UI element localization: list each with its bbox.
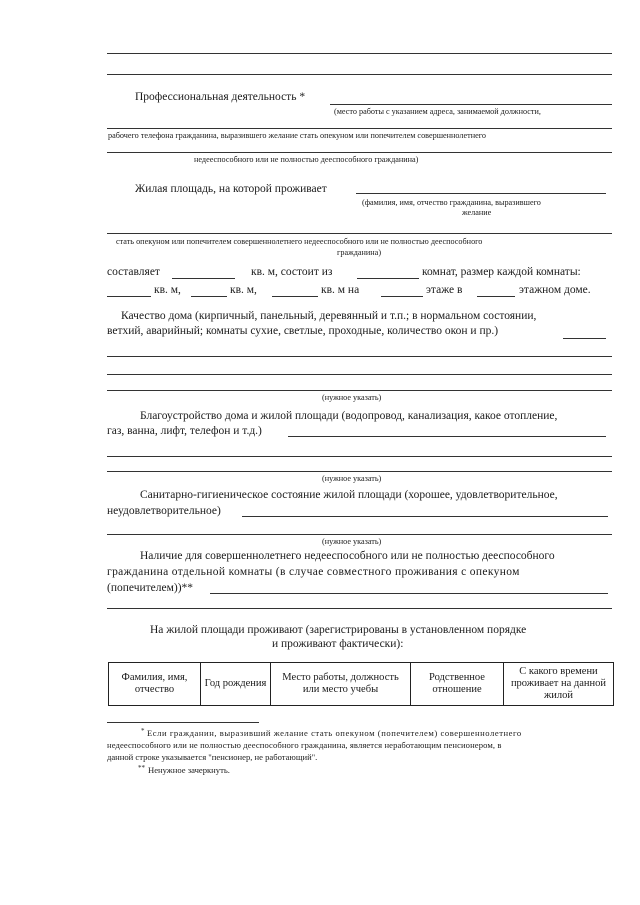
living-hint: гражданина) bbox=[337, 248, 382, 257]
area-text: составляет bbox=[107, 266, 160, 278]
room-text: (попечителем))** bbox=[107, 582, 194, 594]
footnote-mark: * bbox=[141, 727, 145, 735]
living-hint: (фамилия, имя, отчество гражданина, выразившего bbox=[362, 198, 541, 207]
amenities-field[interactable] bbox=[288, 436, 606, 437]
column-header: С какого времени проживает на данной жилой bbox=[504, 663, 614, 706]
footnote-text: Ненужное зачеркнуть. bbox=[148, 765, 230, 775]
area-text: кв. м, bbox=[154, 284, 181, 296]
sanitary-field[interactable] bbox=[242, 516, 608, 517]
blank-line[interactable] bbox=[107, 456, 612, 457]
blank-line[interactable] bbox=[107, 128, 612, 129]
quality-hint: (нужное указать) bbox=[322, 393, 382, 402]
blank-line[interactable] bbox=[107, 471, 612, 472]
area-field[interactable] bbox=[172, 278, 235, 279]
blank-line[interactable] bbox=[107, 390, 612, 391]
room-size-field[interactable] bbox=[191, 296, 227, 297]
quality-text: ветхий, аварийный; комнаты сухие, светлые, проходные, количество окон и пр.) bbox=[107, 325, 499, 337]
sanitary-text: неудовлетворительное) bbox=[107, 505, 221, 517]
blank-line[interactable] bbox=[107, 233, 612, 234]
living-hint: стать опекуном или попечителем совершеннолетнего недееспособного или не полностью дееспособного bbox=[116, 237, 483, 246]
sanitary-hint: (нужное указать) bbox=[322, 537, 382, 546]
room-text: гражданина отдельной комнаты (в случае совместного проживания с опекуном bbox=[107, 566, 520, 578]
room-size-field[interactable] bbox=[107, 296, 151, 297]
area-text: комнат, размер каждой комнаты: bbox=[422, 266, 581, 278]
professional-label: Профессиональная деятельность * bbox=[135, 91, 306, 103]
footnote-divider bbox=[107, 722, 259, 723]
table-header-row bbox=[109, 663, 614, 706]
rooms-field[interactable] bbox=[357, 278, 419, 279]
storeys-field[interactable] bbox=[477, 296, 515, 297]
area-text: кв. м, bbox=[230, 284, 257, 296]
amenities-hint: (нужное указать) bbox=[322, 474, 382, 483]
professional-hint: рабочего телефона гражданина, выразившего желание стать опекуном или попечителем совершеннолетнего bbox=[108, 131, 486, 140]
floor-field[interactable] bbox=[381, 296, 423, 297]
blank-line[interactable] bbox=[107, 608, 612, 609]
living-field[interactable] bbox=[356, 193, 606, 194]
professional-hint: недееспособного или не полностью дееспособного гражданина) bbox=[194, 155, 419, 164]
blank-line[interactable] bbox=[107, 356, 612, 357]
quality-field[interactable] bbox=[563, 338, 606, 339]
blank-line[interactable] bbox=[107, 534, 612, 535]
footnote-text: недееспособного или не полностью дееспособного гражданина, является неработающим пенсионером, в bbox=[107, 740, 502, 750]
room-text: Наличие для совершеннолетнего недееспособного или не полностью дееспособного bbox=[140, 550, 555, 562]
column-header: Год рождения bbox=[201, 663, 271, 706]
blank-line[interactable] bbox=[107, 374, 612, 375]
blank-line[interactable] bbox=[107, 53, 612, 54]
footnote-text: Если гражданин, выразивший желание стать опекуном (попечителем) совершеннолетнего bbox=[147, 728, 522, 738]
residents-title: и проживают фактически): bbox=[272, 638, 404, 650]
column-header: Фамилия, имя, отчество bbox=[109, 663, 201, 706]
area-text: кв. м, состоит из bbox=[251, 266, 333, 278]
footnote-text: данной строке указывается "пенсионер, не работающий". bbox=[107, 752, 318, 762]
room-field[interactable] bbox=[210, 593, 608, 594]
area-text: кв. м на bbox=[321, 284, 360, 296]
area-text: этажном доме. bbox=[519, 284, 591, 296]
room-size-field[interactable] bbox=[272, 296, 318, 297]
blank-line[interactable] bbox=[107, 74, 612, 75]
amenities-text: газ, ванна, лифт, телефон и т.д.) bbox=[107, 425, 262, 437]
column-header: Родственное отношение bbox=[411, 663, 504, 706]
sanitary-text: Санитарно-гигиеническое состояние жилой площади (хорошее, удовлетворительное, bbox=[140, 489, 558, 501]
amenities-text: Благоустройство дома и жилой площади (водопровод, канализация, какое отопление, bbox=[140, 410, 558, 422]
blank-line[interactable] bbox=[107, 152, 612, 153]
footnote-mark: ** bbox=[138, 764, 145, 772]
column-header: Место работы, должность или место учебы bbox=[271, 663, 411, 706]
residents-title: На жилой площади проживают (зарегистрированы в установленном порядке bbox=[150, 624, 527, 636]
professional-hint: (место работы с указанием адреса, занимаемой должности, bbox=[334, 107, 541, 116]
area-text: этаже в bbox=[426, 284, 463, 296]
quality-text: Качество дома (кирпичный, панельный, деревянный и т.п.; в нормальном состоянии, bbox=[121, 310, 537, 322]
professional-field[interactable] bbox=[330, 104, 612, 105]
living-hint: желание bbox=[462, 208, 492, 217]
living-label: Жилая площадь, на которой проживает bbox=[135, 183, 327, 195]
residents-table bbox=[108, 662, 614, 706]
